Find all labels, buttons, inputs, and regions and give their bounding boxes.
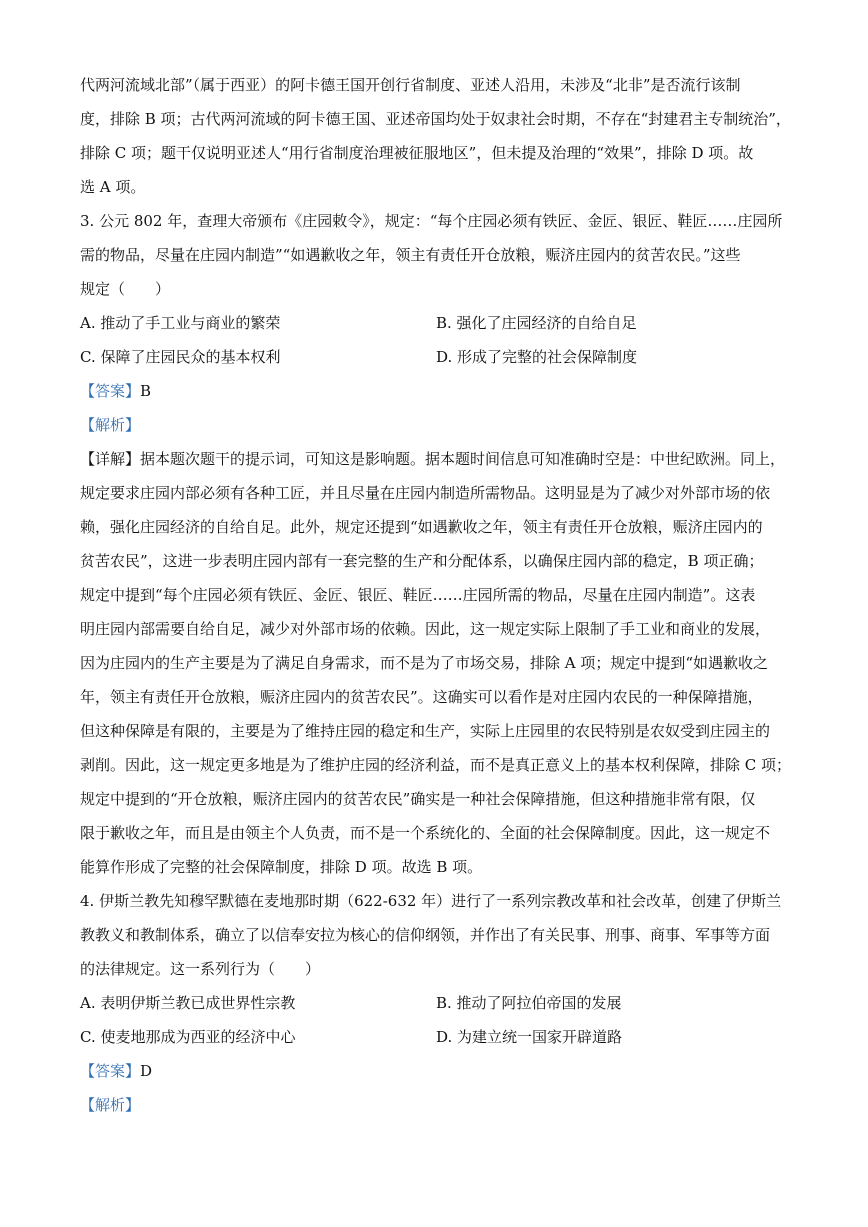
q2-explanation-line: 代两河流域北部”（属于西亚）的阿卡德王国开创行省制度、亚述人沿用，未涉及“北非”是否流行该制 [80, 76, 741, 94]
analysis-tag: 【解析】 [80, 1096, 141, 1114]
q3-option-c: C. 保障了庄园民众的基本权利 [80, 348, 281, 366]
q4-answer [80, 1054, 792, 1088]
q3-detail-line: 赖，强化庄园经济的自给自足。此外，规定还提到“如遇歉收之年，领主有责任开仓放粮，赈济庄园内的 [80, 518, 763, 536]
q4-option-a: A. 表明伊斯兰教已成世界性宗教 [80, 994, 296, 1012]
q4-stem-line: 教教义和教制体系，确立了以信奉安拉为核心的信仰纲领，并作出了有关民事、刑事、商事、军事等方面 [80, 926, 771, 944]
q3-detail-first-line [80, 442, 792, 476]
q3-detail-line: 限于歉收之年，而且是由领主个人负责，而不是一个系统化的、全面的社会保障制度。因此，这一规定不 [80, 824, 771, 842]
q3-detail-line: 但这种保障是有限的，主要是为了维持庄园的稳定和生产，实际上庄园里的农民特别是农奴受到庄园主的 [80, 722, 771, 740]
q4-options-row [80, 1020, 792, 1054]
q3-detail-line: 因为庄园内的生产主要是为了满足自身需求，而不是为了市场交易，排除 A 项；规定中提到“如遇歉收之 [80, 654, 769, 672]
detail-text: 据本题次题干的提示词，可知这是影响题。据本题时间信息可知准确时空是：中世纪欧洲。同上， [140, 450, 786, 468]
q3-option-b: B. 强化了庄园经济的自给自足 [436, 314, 637, 332]
q4-analysis-heading [80, 1088, 792, 1122]
q3-detail-line: 规定中提到“每个庄园必须有铁匠、金匠、银匠、鞋匠……庄园所需的物品，尽量在庄园内制造”。这表 [80, 586, 756, 604]
q3-stem-line: 规定（ ） [80, 280, 171, 298]
q3-option-d: D. 形成了完整的社会保障制度 [436, 348, 638, 366]
q3-stem-line: 需的物品，尽量在庄园内制造”“如遇歉收之年，领主有责任开仓放粮，赈济庄园内的贫苦农民。”这些 [80, 246, 741, 264]
q3-detail-line: 明庄园内部需要自给自足，减少对外部市场的依赖。因此，这一规定实际上限制了手工业和商业的发展， [80, 620, 771, 638]
q2-explanation-line: 选 A 项。 [80, 178, 146, 196]
q3-option-a: A. 推动了手工业与商业的繁荣 [80, 314, 281, 332]
q3-detail-line: 规定要求庄园内部必须有各种工匠，并且尽量在庄园内制造所需物品。这明显是为了减少对外部市场的依 [80, 484, 771, 502]
q4-stem-line: 的法律规定。这一系列行为（ ） [80, 960, 321, 978]
q4-stem-line: 4. 伊斯兰教先知穆罕默德在麦地那时期（622-632 年）进行了一系列宗教改革和社会改革，创建了伊斯兰 [80, 892, 782, 910]
q3-options-row [80, 340, 792, 374]
answer-value: B [140, 382, 152, 400]
q4-option-b: B. 推动了阿拉伯帝国的发展 [436, 994, 622, 1012]
q4-options-row [80, 986, 792, 1020]
q2-explanation-line: 度，排除 B 项；古代两河流域的阿卡德王国、亚述帝国均处于奴隶社会时期，不存在“封建君主专制统治”， [80, 110, 791, 128]
analysis-tag: 【解析】 [80, 416, 141, 434]
q2-explanation-line: 排除 C 项；题干仅说明亚述人“用行省制度治理被征服地区”，但未提及治理的“效果”，排除 D 项。故 [80, 144, 754, 162]
document-page [80, 68, 792, 1122]
q3-answer [80, 374, 792, 408]
q3-detail-line: 能算作形成了完整的社会保障制度，排除 D 项。故选 B 项。 [80, 858, 483, 876]
q3-detail-line: 年，领主有责任开仓放粮，赈济庄园内的贫苦农民”。这确实可以看作是对庄园内农民的一种保障措施， [80, 688, 763, 706]
answer-tag: 【答案】 [80, 382, 141, 400]
detail-tag: 【详解】 [80, 450, 141, 468]
q3-options-row [80, 306, 792, 340]
answer-tag: 【答案】 [80, 1062, 141, 1080]
q4-option-d: D. 为建立统一国家开辟道路 [436, 1028, 623, 1046]
q3-detail-line: 贫苦农民”，这进一步表明庄园内部有一套完整的生产和分配体系，以确保庄园内部的稳定，B 项正确； [80, 552, 764, 570]
q4-option-c: C. 使麦地那成为西亚的经济中心 [80, 1028, 296, 1046]
q3-analysis-heading [80, 408, 792, 442]
answer-value: D [140, 1062, 153, 1080]
q3-stem-line: 3. 公元 802 年，查理大帝颁布《庄园敕令》，规定：“每个庄园必须有铁匠、金匠、银匠、鞋匠……庄园所 [80, 212, 783, 230]
q3-detail-line: 规定中提到的“开仓放粮，赈济庄园内的贫苦农民”确实是一种社会保障措施，但这种措施非常有限，仅 [80, 790, 756, 808]
q3-detail-line: 剥削。因此，这一规定更多地是为了维护庄园的经济利益，而不是真正意义上的基本权利保障，排除 C 项； [80, 756, 792, 774]
